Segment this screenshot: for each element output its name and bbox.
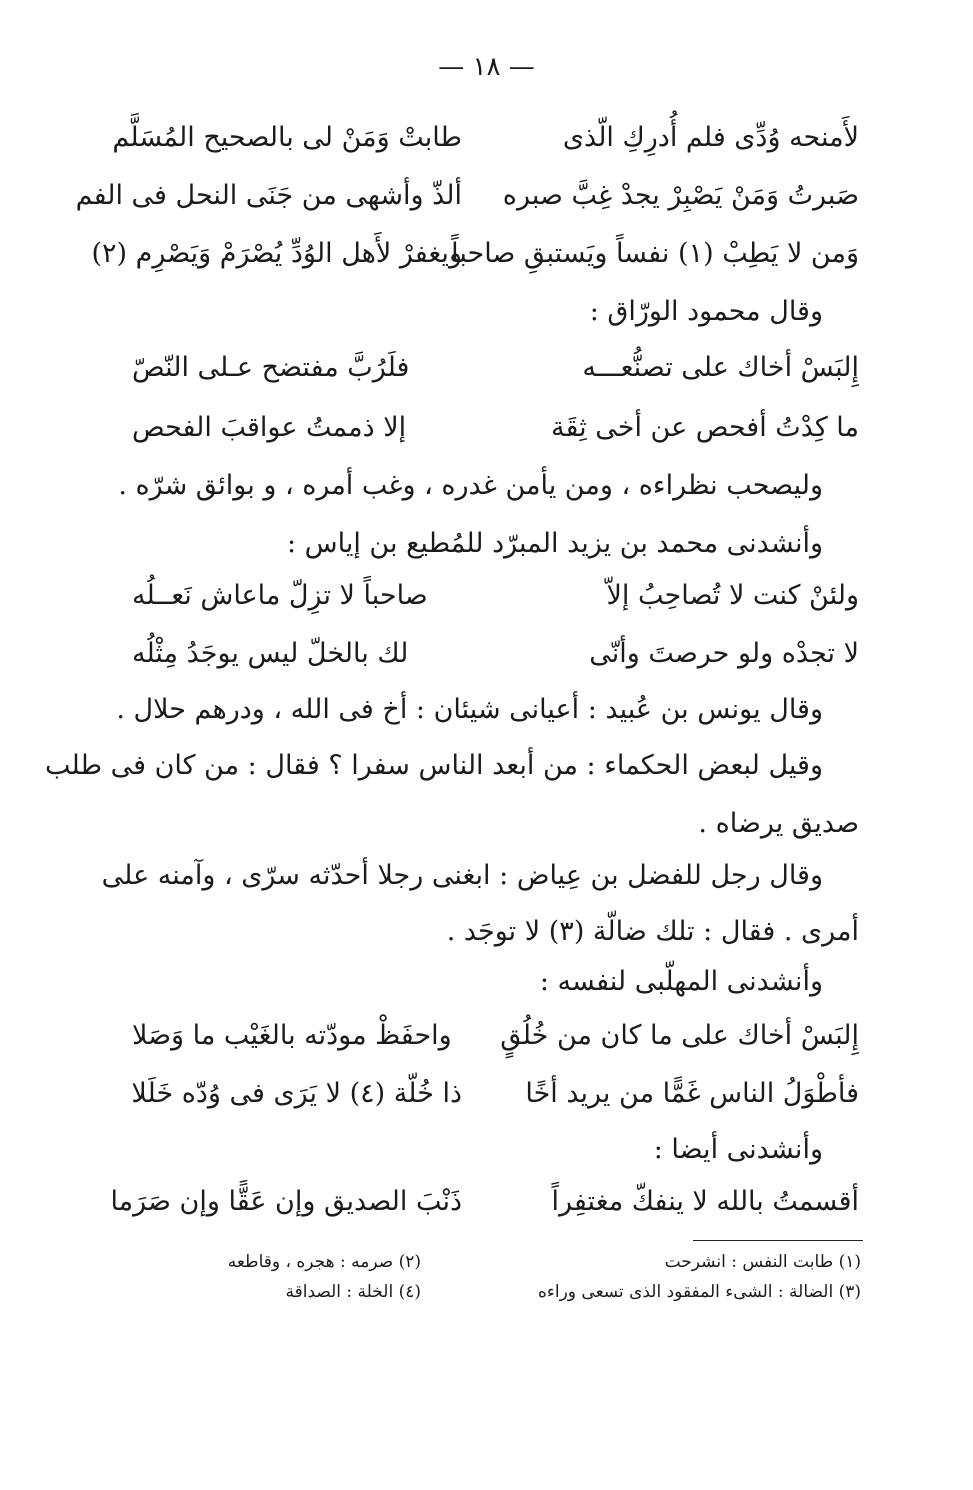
verse-hemistich-first: ما كِدْتُ أفحص عن أخى ثِقَة xyxy=(551,412,859,443)
verse-line xyxy=(132,638,859,678)
verse-line xyxy=(112,122,859,162)
prose-line: وأنشدنى أيضا : xyxy=(653,1134,823,1165)
verse-line xyxy=(75,180,859,220)
footnote-separator xyxy=(693,1240,863,1241)
verse-hemistich-first: إِلبَسْ أخاك على ما كان من خُلُقٍ xyxy=(500,1020,859,1051)
prose-line: وليصحب نظراءه ، ومن يأمن غدره ، وغب أمره ، و بوائق شرّه . xyxy=(118,470,823,501)
page-number: — ١٨ — xyxy=(438,52,535,82)
footnote: (١) طابت النفس : انشرحت xyxy=(664,1252,861,1272)
prose-line: أمرى . فقال : تلك ضالّة (٣) لا توجَد . xyxy=(446,916,859,947)
footnote: (٤) الخلة : الصداقة xyxy=(285,1282,421,1302)
footnote: (٢) صرمه : هجره ، وقاطعه xyxy=(227,1252,421,1272)
verse-hemistich-second: واحفَظْ مودّته بالغَيْب ما وَصَلا xyxy=(132,1020,452,1051)
verse-hemistich-first: وَمن لا يَطِبْ (١) نفساً ويَستبقِ صاحباً xyxy=(451,238,859,269)
footnote: (٣) الضالة : الشىء المفقود الذى تسعى وراءه xyxy=(537,1282,861,1302)
verse-hemistich-second: لك بالخلّ ليس يوجَدُ مِثْلُه xyxy=(132,638,409,669)
verse-line xyxy=(132,412,859,452)
prose-line: صديق يرضاه . xyxy=(698,808,859,839)
verse-hemistich-first: لا تجدْه ولو حرصتَ وأنّى xyxy=(589,638,859,669)
verse-line xyxy=(132,352,859,392)
verse-hemistich-second: إلا ذممتُ عواقبَ الفحص xyxy=(132,412,407,443)
verse-hemistich-second: ذَنْبَ الصديق وإن عَقًّا وإن صَرَما xyxy=(110,1186,462,1217)
verse-hemistich-first: فأطْوَلُ الناس غَمًّا من يريد أخًا xyxy=(525,1078,859,1109)
verse-hemistich-first: أقسمتُ بالله لا ينفكّ مغتفِراً xyxy=(551,1186,859,1217)
verse-hemistich-second: فلَرُبَّ مفتضح عـلى النّصّ xyxy=(132,352,410,383)
verse-hemistich-first: إِلبَسْ أخاك على تصنُّعـــه xyxy=(582,352,859,383)
verse-hemistich-first: لأَمنحه وُدِّى فلم أُدرِكِ الّذى xyxy=(562,122,859,153)
prose-line: وأنشدنى المهلّبى لنفسه : xyxy=(539,966,823,997)
verse-hemistich-second: صاحباً لا تزِلّ ماعاش نَعــلُه xyxy=(132,580,428,611)
verse-line xyxy=(132,1078,859,1118)
verse-line xyxy=(91,238,859,278)
verse-hemistich-second: ذا خُلّة (٤) لا يَرَى فى وُدّه خَلَلا xyxy=(131,1078,462,1109)
verse-line xyxy=(110,1186,859,1226)
verse-hemistich-first: ولئنْ كنت لا تُصاحِبُ إلاّ xyxy=(606,580,859,611)
prose-line: وقال محمود الورّاق : xyxy=(589,296,823,327)
verse-hemistich-first: صَبرتُ وَمَنْ يَصْبِرْ يجدْ غِبَّ صبره xyxy=(502,180,859,211)
prose-line: وقال رجل للفضل بن عِياض : ابغنى رجلا أحدّثه سرّى ، وآمنه على xyxy=(101,860,823,891)
prose-line: وقال يونس بن عُبيد : أعيانى شيئان : أخ فى الله ، ودرهم حلال . xyxy=(116,694,823,725)
prose-line: وأنشدنى محمد بن يزيد المبرّد للمُطيع بن إياس : xyxy=(286,528,823,559)
prose-line: وقيل لبعض الحكماء : من أبعد الناس سفرا ؟ فقال : من كان فى طلب xyxy=(45,750,823,781)
verse-hemistich-second: ألذّ وأشهى من جَنَى النحل فى الفم xyxy=(75,180,462,211)
verse-hemistich-second: طابتْ وَمَنْ لى بالصحيح المُسَلَّم xyxy=(112,122,462,153)
verse-line xyxy=(132,1020,859,1060)
verse-line xyxy=(132,580,859,620)
verse-hemistich-second: ويغفرْ لأَهل الوُدِّ يُصْرَمْ وَيَصْرِم (٢) xyxy=(91,238,462,269)
